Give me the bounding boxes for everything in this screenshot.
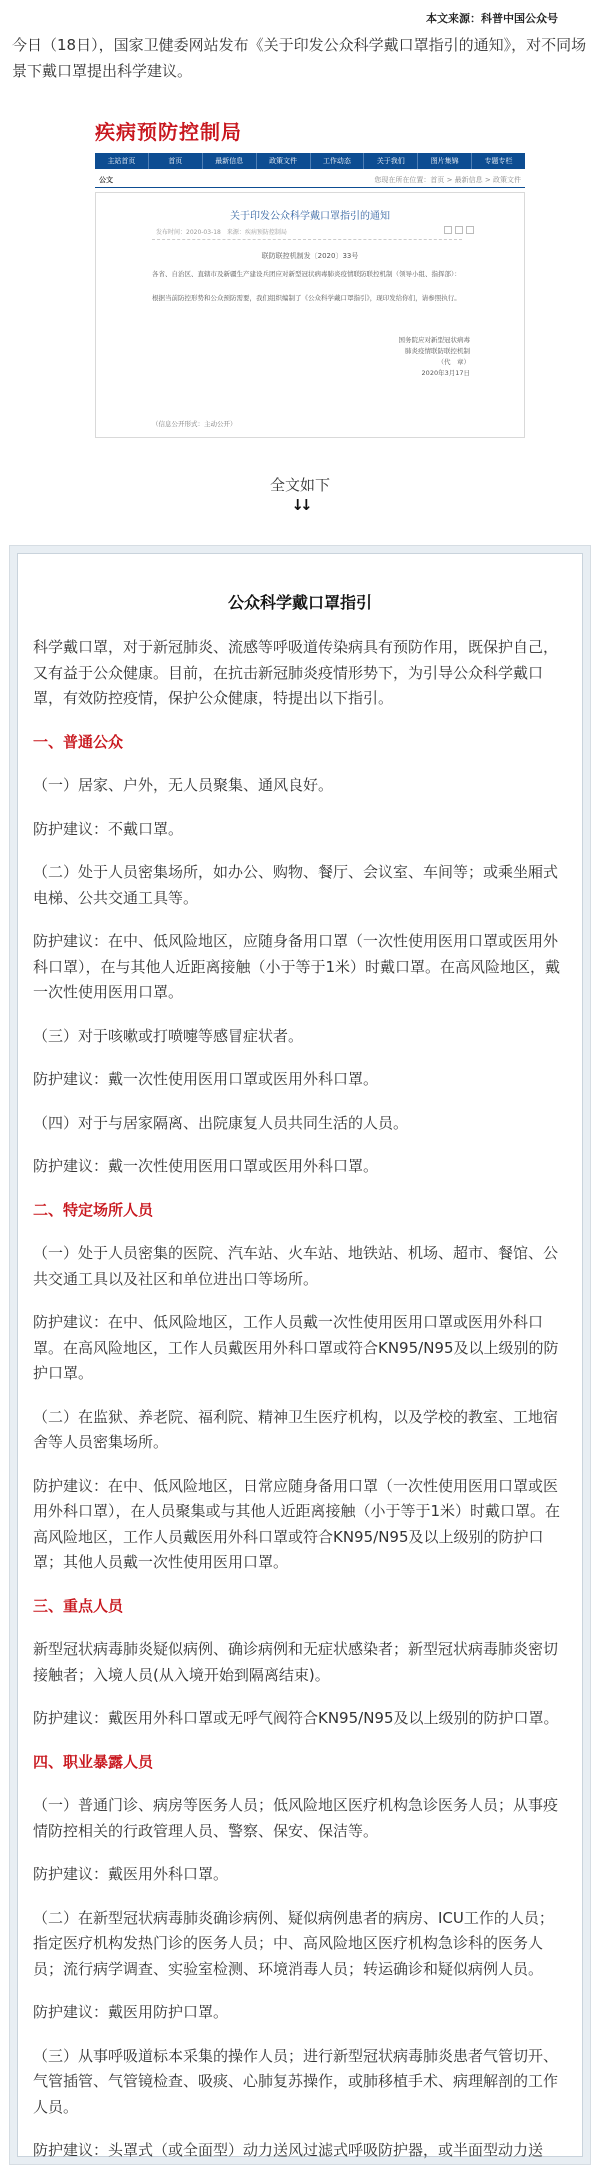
section-heading: 四、职业暴露人员 [33, 1752, 154, 1771]
fulltext-label: 全文如下 [269, 476, 330, 494]
section-paragraph: 防护建议：在中、低风险地区，日常应随身备用口罩（一次性使用医用口罩或医用外科口罩），在人员聚集或与其他人近距离接触（小于等于1米）时戴口罩。在高风险地区，工作人员戴医用外科口罩或符合KN95/N95及以上级别的防护口罩；其他人员戴一次性使用医用口罩。 [33, 1476, 561, 1571]
article-body [17, 553, 583, 2157]
article-frame [9, 545, 591, 2165]
nav-item-home[interactable]: 首页 [149, 153, 203, 169]
nav-item-latest[interactable]: 最新信息 [203, 153, 257, 169]
site-content-panel [95, 192, 525, 438]
section-paragraph: 防护建议：戴一次性使用医用口罩或医用外科口罩。 [33, 1070, 379, 1088]
section-paragraph: （三）从事呼吸道标本采集的操作人员；进行新型冠状病毒肺炎患者气管切开、气管插管、气管镜检查、吸痰、心肺复苏操作，或肺移植手术、病理解剖的工作人员。 [33, 2046, 559, 2116]
site-sign-date: 2020年3月17日 [421, 369, 470, 377]
section-paragraph: 防护建议：不戴口罩。 [33, 819, 184, 838]
site-divider [152, 239, 462, 240]
website-screenshot [95, 108, 525, 438]
nav-item-topics[interactable]: 专题专栏 [484, 157, 513, 165]
site-para-1: 各省、自治区、直辖市及新疆生产建设兵团应对新型冠状病毒肺炎疫情联防联控机制（领导小组、指挥部）： [152, 270, 461, 278]
site-para-2: 根据当前防控形势和公众预防需要，我们组织编制了《公众科学戴口罩指引》，现印发给你们，请参照执行。 [152, 294, 461, 302]
section-paragraph: （一）居家、户外，无人员聚集、通风良好。 [33, 776, 334, 794]
section-paragraph: 防护建议：戴一次性使用医用口罩或医用外科口罩。 [33, 1157, 379, 1175]
article-title: 公众科学戴口罩指引 [227, 593, 372, 612]
section-paragraph: （二）在监狱、养老院、福利院、精神卫生医疗机构，以及学校的教室、工地宿舍等人员密集场所。 [33, 1407, 559, 1451]
section-heading: 三、重点人员 [33, 1596, 124, 1615]
site-share-tools [444, 226, 474, 234]
source-label: 本文来源：科普中国公众号 [426, 12, 558, 25]
section-paragraph: 防护建议：在中、低风险地区，工作人员戴一次性使用医用口罩或医用外科口罩。在高风险地区，工作人员戴医用外科口罩或符合KN95/N95及以上级别的防护口罩。 [33, 1313, 559, 1382]
site-sign-1: 国务院应对新型冠状病毒 [398, 336, 470, 344]
section-paragraph: （二）在新型冠状病毒肺炎确诊病例、疑似病例患者的病房、ICU工作的人员；指定医疗机构发热门诊的医务人员；中、高风险地区医疗机构急诊科的医务人员；流行病学调查、实验室检测、环境消毒人员；转运确诊和疑似病例人员。 [33, 1908, 554, 1978]
section-paragraph: （一）普通门诊、病房等医务人员；低风险地区医疗机构急诊医务人员；从事疫情防控相关的行政管理人员、警察、保安、保洁等。 [33, 1796, 559, 1840]
section-heading: 二、特定场所人员 [33, 1200, 154, 1219]
section-paragraph: 防护建议：戴医用外科口罩。 [33, 1865, 229, 1883]
font-size-icon[interactable] [455, 226, 463, 234]
site-sign-2: 肺炎疫情联防联控机制 [405, 347, 470, 355]
section-paragraph: （四）对于与居家隔离、出院康复人员共同生活的人员。 [33, 1113, 409, 1132]
nav-item-policy[interactable]: 政策文件 [257, 153, 311, 169]
section-paragraph: （三）对于咳嗽或打喷嚏等感冒症状者。 [33, 1026, 304, 1045]
print-icon[interactable] [444, 226, 452, 234]
section-paragraph: 防护建议：戴医用外科口罩或无呼气阀符合KN95/N95及以上级别的防护口罩。 [33, 1709, 559, 1727]
site-logo: 疾病预防控制局 [95, 120, 242, 144]
site-article-title: 关于印发公众科学戴口罩指引的通知 [230, 211, 390, 222]
site-category: 公文 [99, 176, 113, 184]
site-nav-bar [95, 153, 525, 169]
nav-item-work[interactable]: 工作动态 [311, 153, 365, 169]
close-icon[interactable] [466, 226, 474, 234]
section-paragraph: 防护建议：头罩式（或全面型）动力送风过滤式呼吸防护器，或半面型动力送 [33, 2141, 544, 2159]
nav-item-about[interactable]: 关于我们 [364, 153, 418, 169]
nav-item-main[interactable]: 主站首页 [95, 153, 149, 169]
site-breadcrumb [95, 172, 525, 188]
article-intro: 科学戴口罩，对于新冠肺炎、流感等呼吸道传染病具有预防作用，既保护自己，又有益于公众健康。目前，在抗击新冠肺炎疫情形势下，为引导公众科学戴口罩，有效防控疫情，保护公众健康，特提出以下指引。 [33, 638, 559, 707]
section-paragraph: 防护建议：在中、低风险地区，应随身备用口罩（一次性使用医用口罩或医用外科口罩），在与其他人近距离接触（小于等于1米）时戴口罩。在高风险地区，戴一次性使用医用口罩。 [33, 932, 561, 1001]
site-footnote: （信息公开形式：主动公开） [152, 420, 237, 428]
site-location[interactable]: 您现在所在位置：首页 > 最新信息 > 政策文件 [374, 176, 521, 184]
section-paragraph: （二）处于人员密集场所，如办公、购物、餐厅、会议室、车间等；或乘坐厢式电梯、公共交通工具等。 [33, 863, 559, 907]
down-arrows-icon: ↓↓ [291, 496, 309, 514]
section-paragraph: 新型冠状病毒肺炎疑似病例、确诊病例和无症状感染者；新型冠状病毒肺炎密切接触者；入境人员(从入境开始到隔离结束)。 [33, 1640, 559, 1684]
site-sign-3: （代 章） [437, 358, 470, 366]
section-heading: 一、普通公众 [33, 732, 124, 751]
nav-item-photos[interactable]: 图片集锦 [418, 153, 472, 169]
site-article-meta: 发布时间：2020-03-18 来源：疾病预防控制局 [156, 229, 287, 236]
section-paragraph: 防护建议：戴医用防护口罩。 [33, 2003, 229, 2021]
intro-paragraph: 今日（18日），国家卫健委网站发布《关于印发公众科学戴口罩指引的通知》，对不同场景下戴口罩提出科学建议。 [12, 36, 587, 80]
site-doc-number: 联防联控机制发〔2020〕33号 [261, 252, 359, 260]
section-paragraph: （一）处于人员密集的医院、汽车站、火车站、地铁站、机场、超市、餐馆、公共交通工具以及社区和单位进出口等场所。 [33, 1244, 559, 1288]
